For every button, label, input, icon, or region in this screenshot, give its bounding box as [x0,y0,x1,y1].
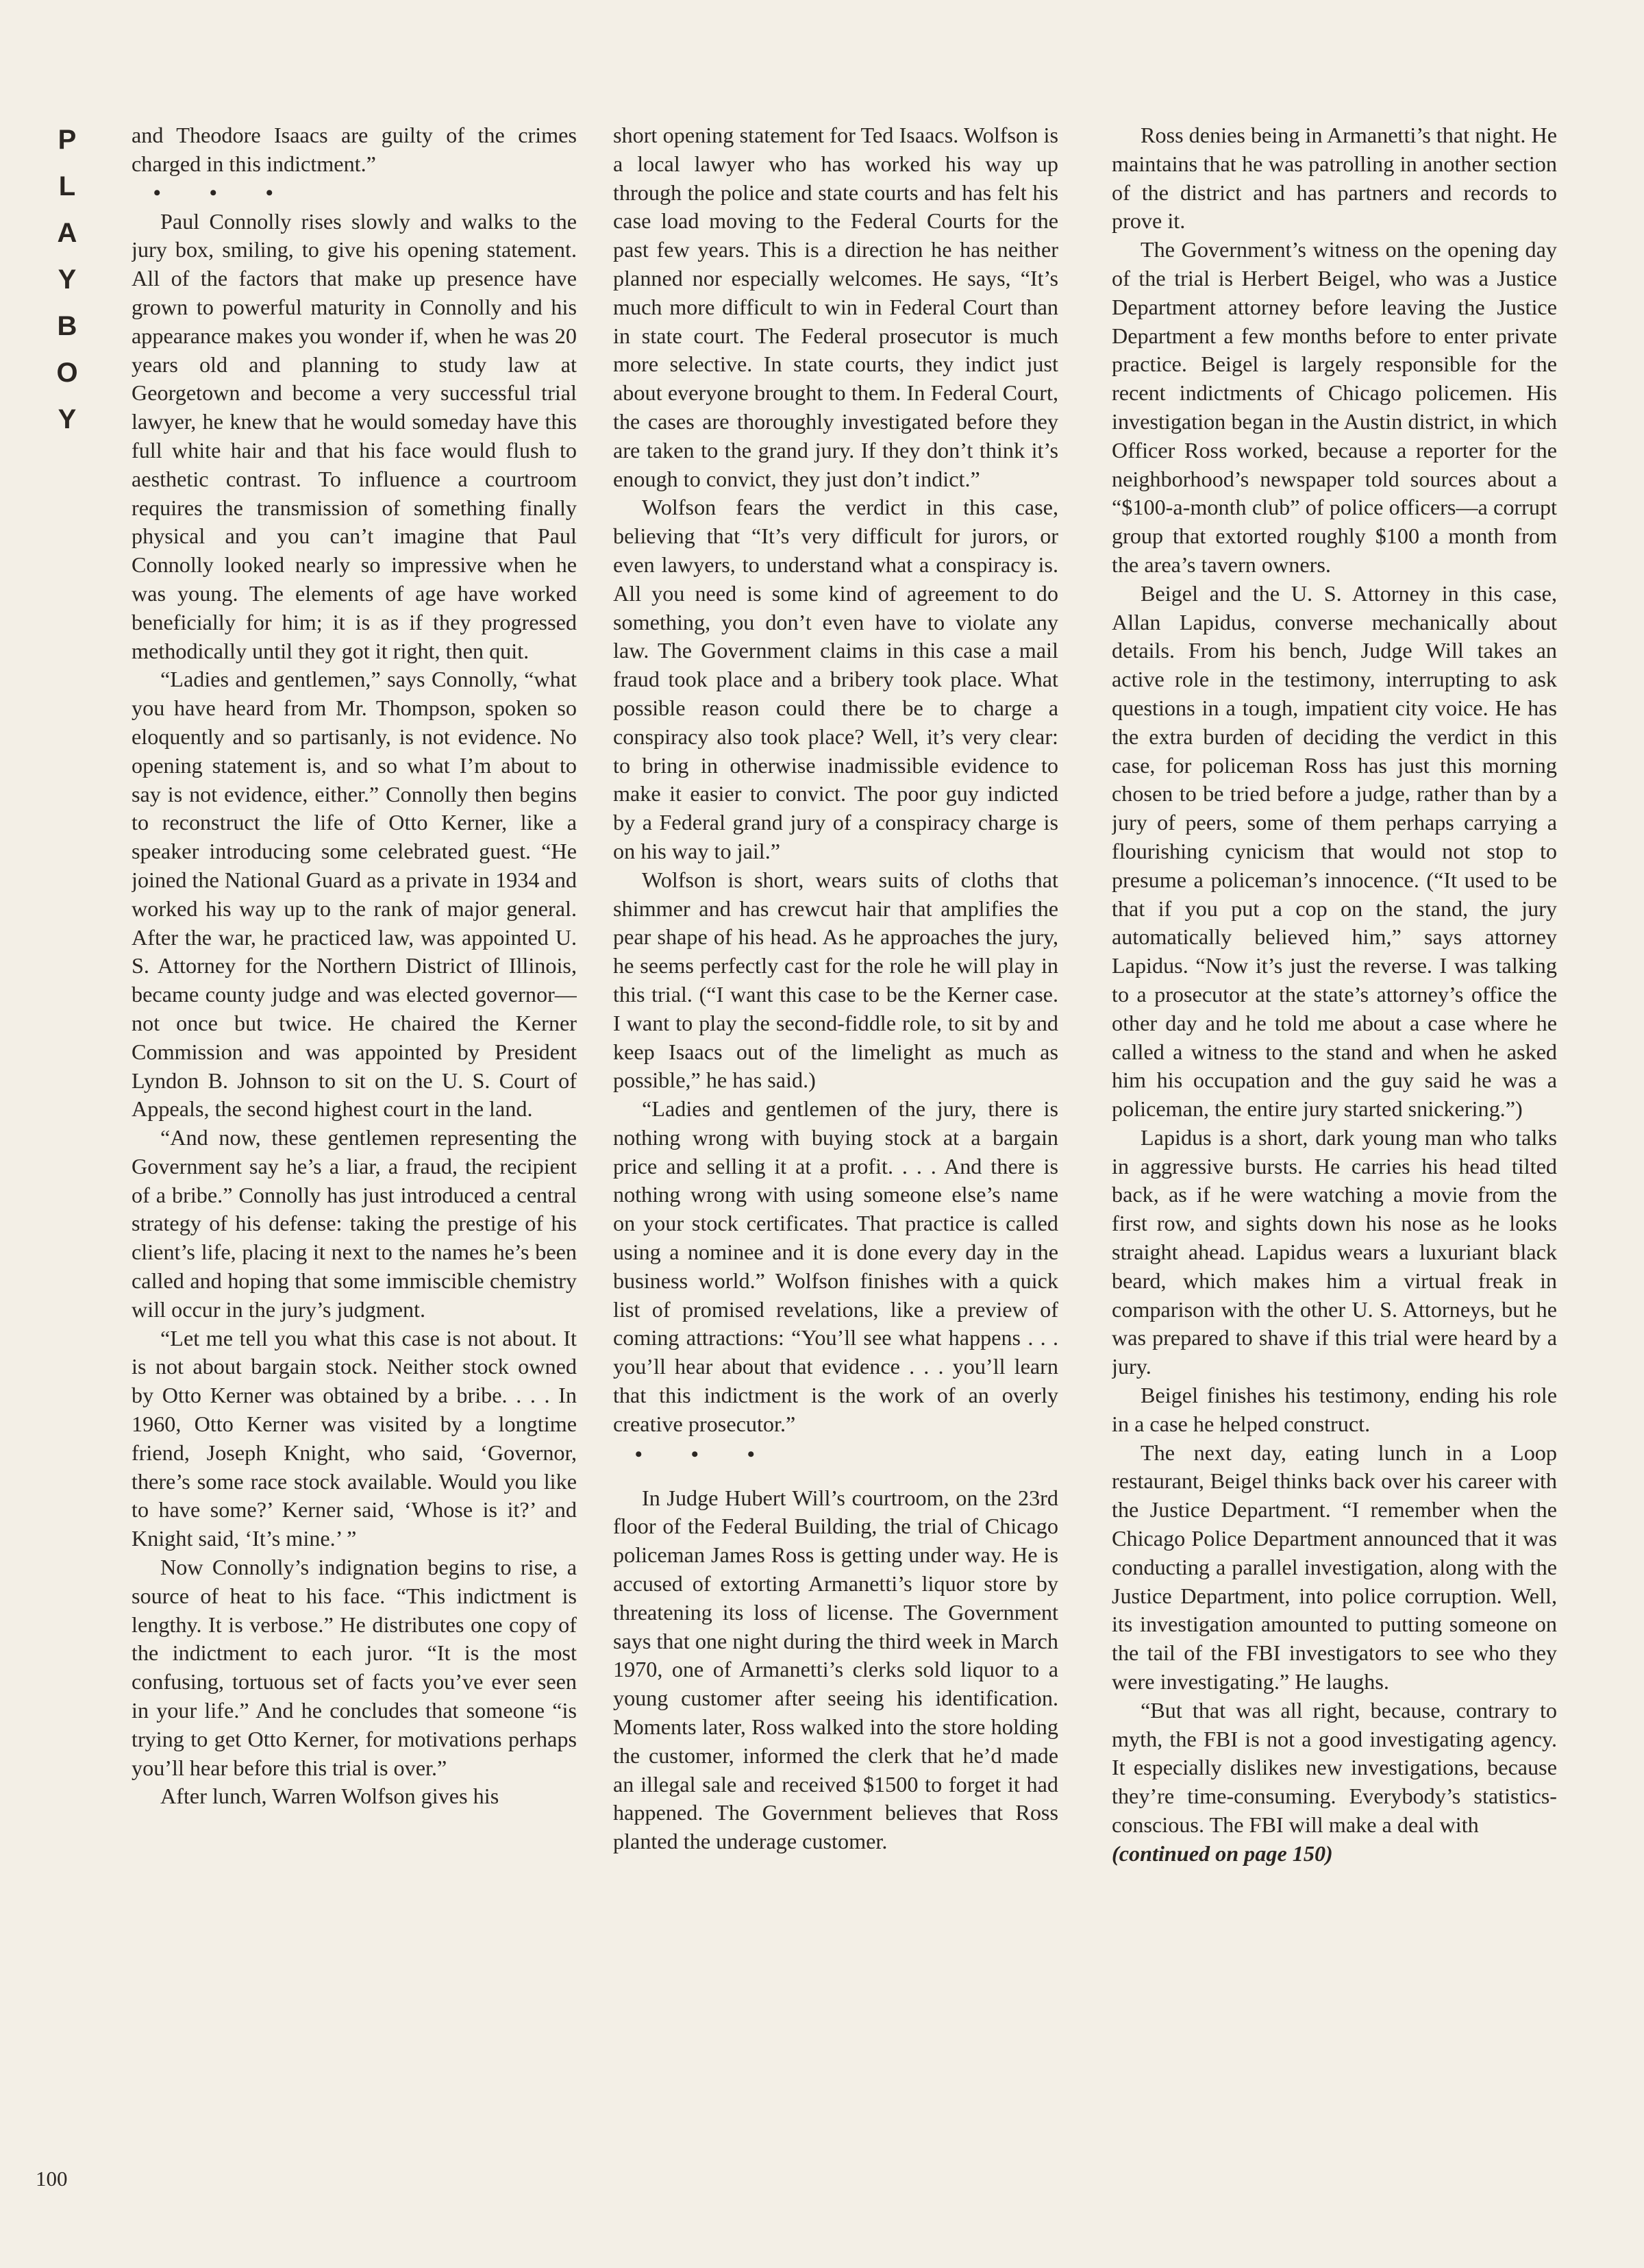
paragraph: Wolfson is short, wears suits of cloths that shimmer and has crewcut hair that amplifies the pear shape of his head. As he approaches the jury, he seems perfectly cast for the role he will play in this trial. (“I want this case to be the Kerner case. I want to play the second-fiddle role, to sit by and keep Isaacs out of the limelight as much as possible,” he has said.) [613,867,1058,1093]
paragraph: Wolfson fears the verdict in this case, believing that “It’s very difficult for jurors, or even lawyers, to understand what a conspiracy is. All you need is some kind of agreement to do something, you don’t even have to violate any law. The Government claims in this case a mail fraud took place and a bribery took place. What possible reason could there be to charge a conspiracy also took place? Well, it’s very clear: to bring in otherwise inadmissible evidence to make it easier to convict. The poor guy indicted by a Federal grand jury of a conspiracy charge is on his way to jail.” [613,495,1058,863]
paragraph: “And now, these gentlemen representing the Government say he’s a liar, a fraud, the recipient of a bribe.” Connolly has just introduced a central strategy of his defense: taking the prestige of his client’s life, placing it next to the names he’s been called and hoping that some immiscible chemistry will occur in the jury’s judgment. [132,1125,577,1322]
text-column-3 [1112,121,1557,2184]
paragraph: “Ladies and gentlemen,” says Connolly, “what you have heard from Mr. Thompson, spoken so eloquently and so partisanly, is not evidence. No opening statement is, and so what I’m about to say is not evidence, either.” Connolly then begins to reconstruct the life of Otto Kerner, like a speaker introducing some celebrated guest. “He joined the National Guard as a private in 1934 and worked his way up to the rank of major general. After the war, he practiced law, was appointed U. S. Attorney for the Northern District of Illinois, became county judge and was elected governor—not once but twice. He chaired the Kerner Commission and was appointed by President Lyndon B. Johnson to sit on the U. S. Court of Appeals, the second highest court in the land. [132,667,577,1122]
paragraph: The next day, eating lunch in a Loop restaurant, Beigel thinks back over his career with the Justice Department. “I remember when the Chicago Police Department announced that it was conducting a parallel investigation, along with the Justice Department, into police corruption. Well, its investigation amounted to putting someone on the tail of the FBI investigators to see who they were investigating.” He laughs. [1112,1440,1557,1694]
paragraph: Ross denies being in Armanetti’s that night. He maintains that he was patrolling in another section of the district and has partners and records to prove it. [1112,123,1557,234]
running-head-letter: B [57,311,77,341]
paragraph: “Ladies and gentlemen of the jury, there is nothing wrong with buying stock at a bargain price and selling it at a profit. . . . And there is nothing wrong with using someone else’s name on your stock certificates. That practice is called using a nominee and it is done every day in the business world.” Wolfson finishes with a quick list of promised revelations, like a preview of coming attractions: “You’ll see what happens . . . you’ll hear about that evidence . . . you’ll learn that this indictment is the work of an overly creative prosecutor.” [613,1096,1058,1436]
paragraph: Now Connolly’s indignation begins to rise, a source of heat to his face. “This indictment is lengthy. It is verbose.” He distributes one copy of the indictment to each juror. “It is the most confusing, tortuous set of facts you’ve ever seen in your life.” And he concludes that someone “is trying to get Otto Kerner, for motivations perhaps you’ll hear before this trial is over.” [132,1555,577,1780]
paragraph: In Judge Hubert Will’s courtroom, on the 23rd floor of the Federal Building, the trial of Chicago policeman James Ross is getting under way. He is accused of extorting Armanetti’s liquor store by threatening its loss of license. The Government says that one night during the third week in March 1970, one of Armanetti’s clerks sold liquor to a young customer after seeing his identification. Moments later, Ross walked into the store holding the customer, informed the clerk that he’d made an illegal sale and received $1500 to forget it had happened. The Government believes that Ross planted the underage customer. [613,1485,1058,1854]
paragraph-continued: short opening statement for Ted Isaacs. Wolfson is a local lawyer who has worked his way up through the police and state courts and has felt his case load moving to the Federal Courts for the past few years. This is a direction he has neither planned nor especially welcomes. He says, “It’s much more difficult to win in Federal Court than in state court. The Federal prosecutor is much more selective. In state courts, they indict just about everyone brought to them. In Federal Court, the cases are thoroughly investigated before they are taken to the grand jury. If they don’t think it’s enough to convict, they just don’t indict.” [613,123,1058,491]
text-column-2 [613,121,1058,2184]
running-head-letter: O [56,358,78,388]
paragraph: Beigel finishes his testimony, ending his role in a case he helped construct. [1112,1383,1557,1436]
paragraph: “Let me tell you what this case is not about. It is not about bargain stock. Neither stock owned by Otto Kerner was obtained by a bribe. . . . In 1960, Otto Kerner was visited by a longtime friend, Joseph Knight, who said, ‘Governor, there’s some race stock available. Would you like to have some?’ Kerner said, ‘Whose is it?’ and Knight said, ‘It’s mine.’ ” [132,1325,577,1551]
paragraph: “But that was all right, because, contrary to myth, the FBI is not a good investigating agency. It especially dislikes new investigations, because they’re time-consuming. Everybody’s statistics-conscious. The FBI will make a deal with [1112,1697,1557,1838]
paragraph: Beigel and the U. S. Attorney in this case, Allan Lapidus, converse mechanically about details. From his bench, Judge Will takes an active role in the testimony, interrupting to ask questions in a tough, impatient city voice. He has the extra burden of deciding the verdict in this case, for policeman Ross has just this morning chosen to be tried before a judge, rather than by a jury of peers, some of them perhaps carrying a flourishing cynicism that would not stop to presume a policeman’s innocence. (“It used to be that if you put a cop on the stand, the jury automatically believed him,” says attorney Lapidus. “Now it’s just the reverse. I was talking to a prosecutor at the state’s attorney’s office the other day and he told me about a case where he called a witness to the stand and when he asked him his occupation and the guy said he was a policeman, the entire jury started snickering.”) [1112,580,1557,1122]
running-head-letter: Y [58,404,77,434]
running-head-playboy [47,116,88,443]
paragraph-continued: and Theodore Isaacs are guilty of the crimes charged in this indictment.” [132,123,577,176]
running-head-letter: Y [58,264,77,295]
paragraph: Paul Connolly rises slowly and walks to the jury box, smiling, to give his opening statement. All of the factors that make up presence have grown to powerful maturity in Connolly and his appearance makes you wonder if, when he was 20 years old and planning to study law at Georgetown and become a very successful trial lawyer, he knew that he would someday have this full white hair and that his face would flush to aesthetic contrast. To influence a courtroom requires the transmission of something finally physical and you can’t imagine that Paul Connolly looked nearly so impressive when he was young. The elements of age have worked beneficially for him; it is as if they progressed methodically until they got it right, then quit. [132,208,577,663]
paragraph: Lapidus is a short, dark young man who talks in aggressive bursts. He carries his head tilted back, as if he were watching a movie from the first row, and sights down his nose as he looks straight ahead. Lapidus wears a luxuriant black beard, which makes him a virtual freak in comparison with the other U. S. Attorneys, but he was prepared to shave if this trial were heard by a jury. [1112,1124,1557,1379]
running-head-letter: A [57,218,77,248]
page-number: 100 [36,2167,68,2191]
continued-on-page: (continued on page 150) [1112,1840,1333,1866]
paragraph: After lunch, Warren Wolfson gives his [160,1784,499,1809]
section-break: • • • [635,1442,777,1466]
running-head-letter: L [58,171,76,201]
section-break: • • • [153,181,295,204]
paragraph: The Government’s witness on the opening day of the trial is Herbert Beigel, who was a Justice Department attorney before leaving the Justice Department a few months before to enter private practice. Beigel is largely responsible for the recent indictments of Chicago policemen. His investigation began in the Austin district, in which Officer Ross worked, because a reporter for the neighborhood’s newspaper told sources about a “$100-a-month club” of police officers—a corrupt group that extorted roughly $100 a month from the area’s tavern owners. [1112,237,1557,577]
text-column-1 [132,121,577,2184]
running-head-letter: P [58,125,77,155]
